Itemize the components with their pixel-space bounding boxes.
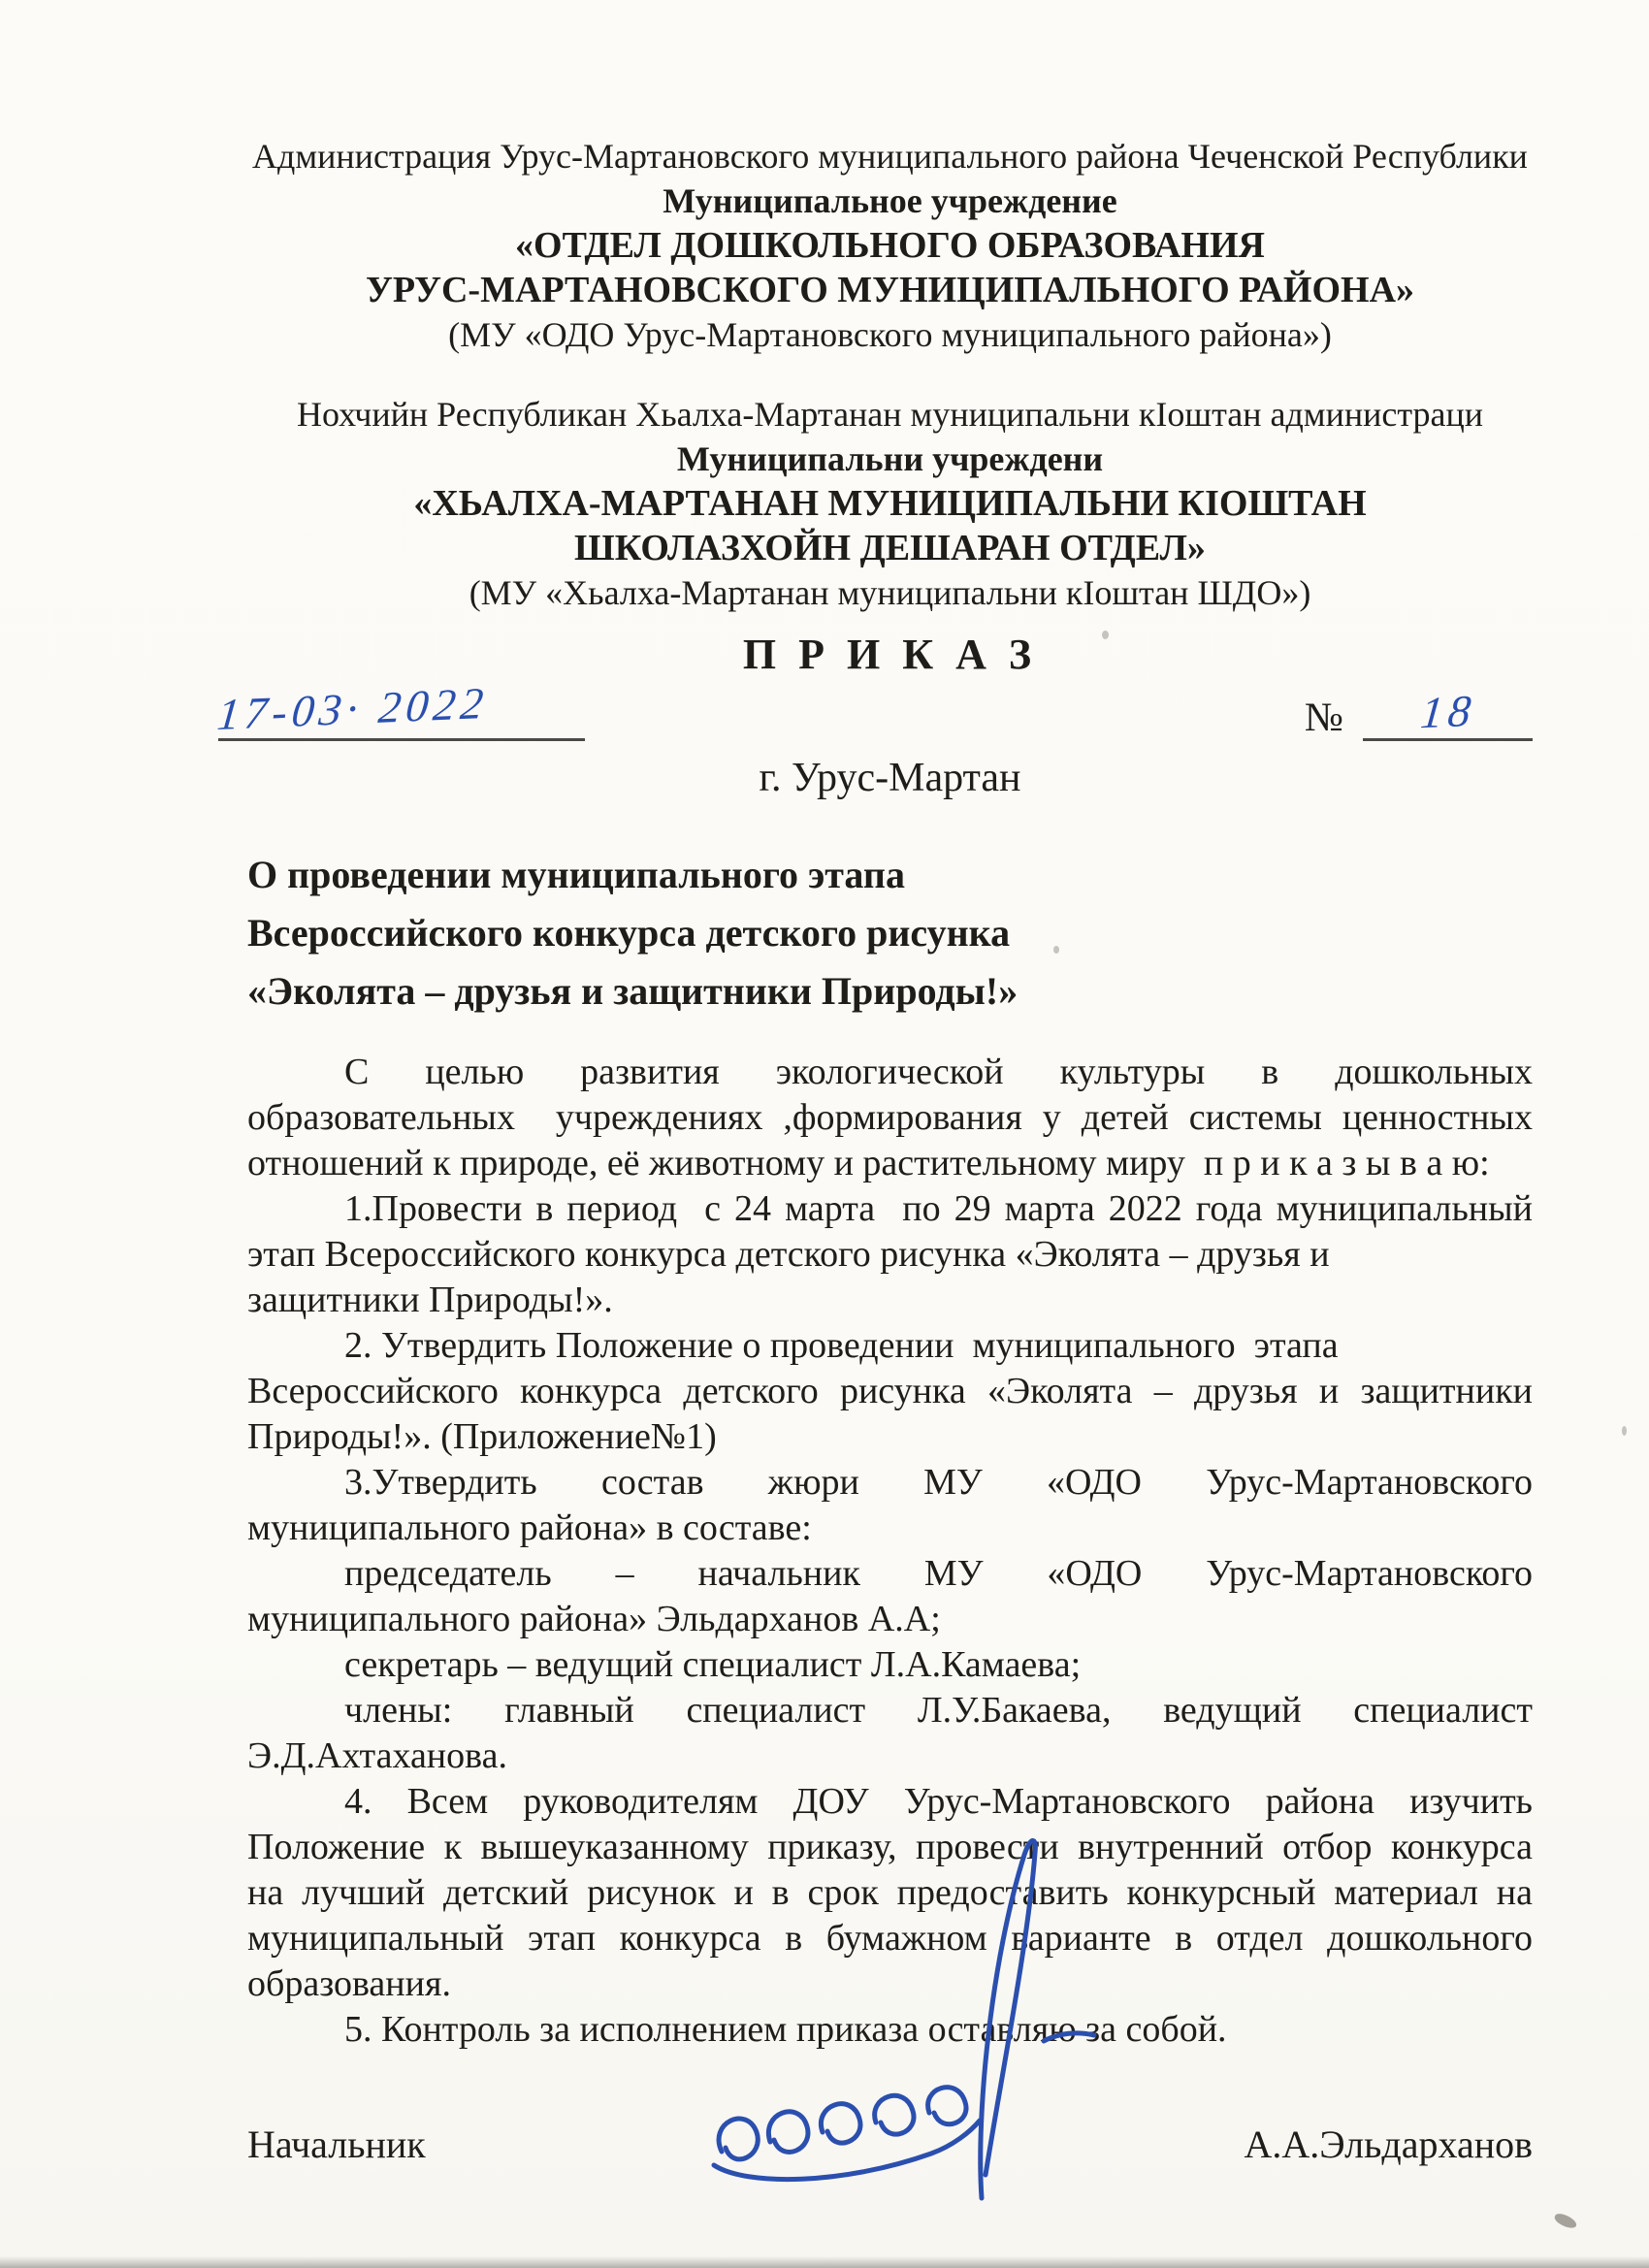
signature-position: Начальник: [247, 2122, 426, 2166]
body-line: Э.Д.Ахтаханова.: [247, 1735, 507, 1776]
letterhead-russian: [247, 134, 1533, 357]
letterhead-ru-line-4: УРУС-МАРТАНОВСКОГО МУНИЦИПАЛЬНОГО РАЙОНА»: [365, 270, 1415, 310]
signature-name: А.А.Эльдарханов: [1244, 2122, 1533, 2166]
letterhead-ru-line-3: «ОТДЕЛ ДОШКОЛЬНОГО ОБРАЗОВАНИЯ: [515, 225, 1265, 266]
scan-smudge: [1553, 2212, 1578, 2231]
order-date-field: [214, 677, 585, 741]
letterhead-ru-line-5: (МУ «ОДО Урус-Мартановского муниципального района»): [448, 315, 1332, 354]
body-line: муниципальный этап конкурса в бумажном варианте в отдел дошкольного: [247, 1918, 1533, 1959]
letterhead-ru-line-2: Муниципальное учреждение: [663, 181, 1117, 220]
body-line: Природы!». (Приложение№1): [247, 1416, 717, 1457]
body-line: С целью развития экологической культуры в дошкольных: [344, 1052, 1533, 1092]
body-line: 2. Утвердить Положение о проведении муниципального этапа: [344, 1325, 1339, 1366]
letterhead-chechen: [247, 392, 1533, 615]
subject-line-1: О проведении муниципального этапа: [247, 853, 905, 896]
order-subject: [247, 846, 1533, 1021]
subject-line-3: «Эколята – друзья и защитники Природы!»: [247, 969, 1018, 1013]
letterhead-che-line-4: ШКОЛАЗХОЙН ДЕШАРАН ОТДЕЛ»: [574, 528, 1206, 568]
body-line: Всероссийского конкурса детского рисунка «Эколята – друзья и защитники: [247, 1371, 1533, 1411]
letterhead-che-line-2: Муниципальни учреждени: [676, 439, 1104, 478]
order-title: П Р И К А З: [742, 631, 1038, 678]
body-line: 5. Контроль за исполнением приказа оставляю за собой.: [344, 2009, 1227, 2050]
order-place: г. Урус-Мартан: [759, 756, 1021, 800]
body-line: 3.Утвердить состав жюри МУ «ОДО Урус-Мартановского: [344, 1462, 1533, 1503]
body-line: этап Всероссийского конкурса детского рисунка «Эколята – друзья и: [247, 1234, 1330, 1275]
signature-ink: [689, 1824, 1106, 2212]
letterhead-che-line-3: «ХЬАЛХА-МАРТАНАН МУНИЦИПАЛЬНИ КIОШТАН: [413, 483, 1367, 524]
order-number-handwritten: 18: [1417, 685, 1478, 738]
order-date-handwritten: 17-03· 2022: [214, 677, 491, 740]
body-line: муниципального района» в составе:: [247, 1507, 812, 1548]
body-line: секретарь – ведущий специалист Л.А.Камаева;: [344, 1644, 1082, 1685]
body-line: муниципального района» Эльдарханов А.А;: [247, 1599, 941, 1639]
body-line: Положение к вышеуказанному приказу, провести внутренний отбор конкурса: [247, 1827, 1533, 1867]
body-line: образовательных учреждениях ,формирования у детей системы ценностных: [247, 1097, 1533, 1138]
subject-line-2: Всероссийского конкурса детского рисунка: [247, 911, 1011, 955]
scan-speck: [1053, 946, 1059, 954]
body-line: отношений к природе, её животному и растительному миру п р и к а з ы в а ю:: [247, 1143, 1490, 1183]
order-meta-row: [214, 677, 1533, 741]
body-line: образования.: [247, 1963, 451, 2004]
body-line: председатель – начальник МУ «ОДО Урус-Мартановского: [344, 1553, 1533, 1594]
letterhead-che-line-5: (МУ «Хьалха-Мартанан муниципальни кIоштан ШДО»): [469, 573, 1311, 612]
order-number-underline: [1363, 685, 1533, 741]
letterhead-che-line-1: Нохчийн Республикан Хьалха-Мартанан муниципальни кIоштан администраци: [296, 395, 1484, 434]
scan-speck: [1622, 1426, 1627, 1436]
body-line: 4. Всем руководителям ДОУ Урус-Мартановского района изучить: [344, 1781, 1533, 1822]
order-number-label: №: [1304, 696, 1343, 740]
letterhead-ru-line-1: Администрация Урус-Мартановского муниципального района Чеченской Республики: [252, 137, 1528, 176]
order-number-field: [1304, 685, 1533, 741]
body-line: 1.Провести в период с 24 марта по 29 марта 2022 года муниципальный: [344, 1188, 1533, 1229]
body-line: защитники Природы!».: [247, 1280, 613, 1320]
body-line: на лучший детский рисунок и в срок предоставить конкурсный материал на: [247, 1872, 1533, 1913]
body-line: члены: главный специалист Л.У.Бакаева, ведущий специалист: [344, 1690, 1533, 1731]
page-edge-shadow: [0, 2256, 1649, 2268]
scan-speck: [1102, 631, 1109, 639]
